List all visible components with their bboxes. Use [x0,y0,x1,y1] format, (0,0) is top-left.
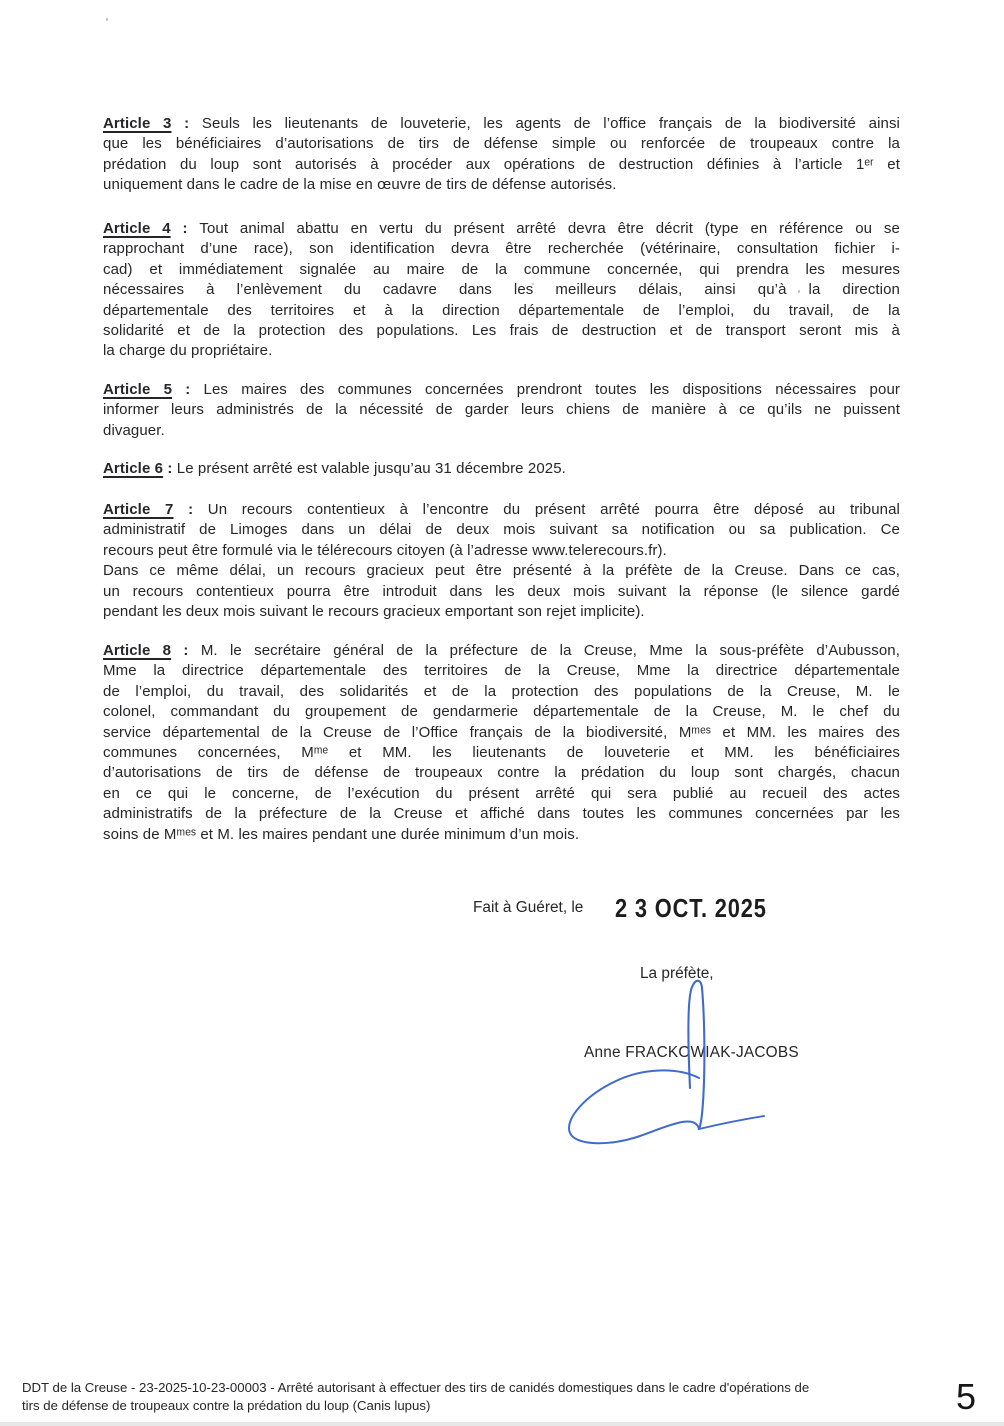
dateline [473,893,796,924]
footer-line-1: DDT de la Creuse - 23-2025-10-23-00003 - Arrêté autorisant à effectuer des tirs de canidés domestiques dans le cadre d'opérations de [22,1380,810,1395]
article-line: colonel, commandant du groupement de gendarmerie départementale de la Creuse, M. le chef du [103,703,900,721]
article-line: un recours contentieux pourra être introduit dans les deux mois suivant la réponse (le silence gardé [103,582,900,600]
signatory-name: Anne FRACKOWIAK-JACOBS [584,1044,799,1061]
article-paragraph-5 [103,380,900,441]
article-label-colon: : [172,381,204,398]
article-label-colon: : [171,115,202,132]
article-line: pendant les deux mois suivant le recours gracieux emportant son rejet implicite). [103,603,645,621]
dateline-prefix: Fait à Guéret, le [473,899,584,916]
article-label: Article 7 [103,501,174,518]
article-line: Article 8 : M. le secrétaire général de la préfecture de la Creuse, Mme la sous-préfète d’Aubusson, [103,642,900,659]
article-line: service départemental de la Creuse de l’Office français de la biodiversité, Mᵐᵉˢ et MM. les maires des [103,723,900,741]
article-line: prédation du loup sont autorisés à procéder aux opérations de destruction définies à l’article 1ᵉʳ et [103,155,900,173]
article-line: soins de Mᵐᵉˢ et M. les maires pendant une durée minimum d’un mois. [103,825,580,843]
date-stamp: 2 3 OCT. 2025 [615,893,768,923]
article-line: divaguer. [103,421,165,439]
page-number: 5 [956,1376,977,1417]
article-label: Article 8 [103,642,172,659]
article-line: informer leurs administrés de la nécessité de garder leurs chiens de manière à ce qu’ils ne puissent [103,401,900,419]
article-line: recours peut être formulé via le télérecours citoyen (à l’adresse www.telerecours.fr). [103,541,667,559]
article-paragraph-6 [103,459,900,479]
scan-speck [798,290,800,293]
article-line: nécessaires à l’enlèvement du cadavre dans les meilleurs délais, ainsi qu’à la direction [103,281,900,299]
article-line: Article 6 : Le présent arrêté est valable jusqu’au 31 décembre 2025. [103,460,566,477]
article-label: Article 3 [103,115,172,132]
scan-speck [532,283,534,285]
scan-edge-strip [0,1422,1004,1426]
article-label: Article 5 [103,381,173,398]
article-line: Article 4 : Tout animal abattu en vertu du présent arrêté devra être décrit (type en référence ou se [103,220,900,237]
article-line: communes concernées, Mᵐᵉ et MM. les lieutenants de louveterie et MM. les bénéficiaires [103,744,900,762]
article-line: rapprochant d’une race), son identification devra être recherchée (vétérinaire, consultation fichier i- [103,240,900,258]
article-line: en ce qui le concerne, de l’exécution du présent arrêté qui sera publié au recueil des actes [103,784,900,802]
article-paragraph-4 [103,219,900,362]
article-line: solidarité et de la protection des populations. Les frais de destruction et de transport seront mis à [103,322,900,340]
footer-line-2: tirs de défense de troupeaux contre la prédation du loup (Canis lupus) [22,1397,431,1413]
article-line: Article 5 : Les maires des communes concernées prendront toutes les dispositions nécessaires pour [103,381,900,398]
article-label-colon: : [173,501,208,518]
article-line: départementale des territoires et à la direction départementale de l’emploi, du travail, de la [103,301,900,319]
article-line: Article 3 : Seuls les lieutenants de louveterie, les agents de l’office français de la biodiversité ainsi [103,115,900,132]
article-line: Mme la directrice départementale des territoires de la Creuse, Mme la directrice départementale [103,662,900,680]
scan-speck [106,18,108,21]
article-line: cad) et immédiatement signalée au maire de la commune concernée, qui prendra les mesures [103,260,900,278]
article-line: uniquement dans le cadre de la mise en œuvre de tirs de défense autorisés. [103,176,617,194]
article-paragraph-7 [103,500,900,622]
article-line: Article 7 : Un recours contentieux à l’encontre du présent arrêté pourra être déposé au tribunal [103,501,900,518]
article-paragraph-8 [103,641,900,845]
footer [22,1379,922,1414]
article-paragraph-3 [103,114,900,196]
article-label-colon: : [163,460,177,477]
article-line: Dans ce même délai, un recours gracieux peut être présenté à la préfète de la Creuse. Dans ce cas, [103,562,900,580]
article-label-colon: : [170,220,200,237]
article-line: d’autorisations de tirs de défense de troupeaux contre la prédation du loup sont chargés, chacun [103,764,900,782]
article-line: que les bénéficiaires d’autorisations de tirs de défense simple ou renforcée de troupeaux contre la [103,135,900,153]
article-label-colon: : [171,642,201,659]
article-line: administratifs de la préfecture de la Creuse et affiché dans toutes les communes concernées par les [103,805,900,823]
signatory-title: La préfète, [640,965,714,982]
article-label: Article 4 [103,220,171,237]
article-line: la charge du propriétaire. [103,342,273,360]
article-label: Article 6 [103,460,164,477]
signature-ink [555,975,785,1165]
article-line: administratif de Limoges dans un délai de deux mois suivant sa notification ou sa publication. Ce [103,521,900,539]
article-line: de l’emploi, du travail, des solidarités et de la protection des populations de la Creuse, M. le [103,682,900,700]
